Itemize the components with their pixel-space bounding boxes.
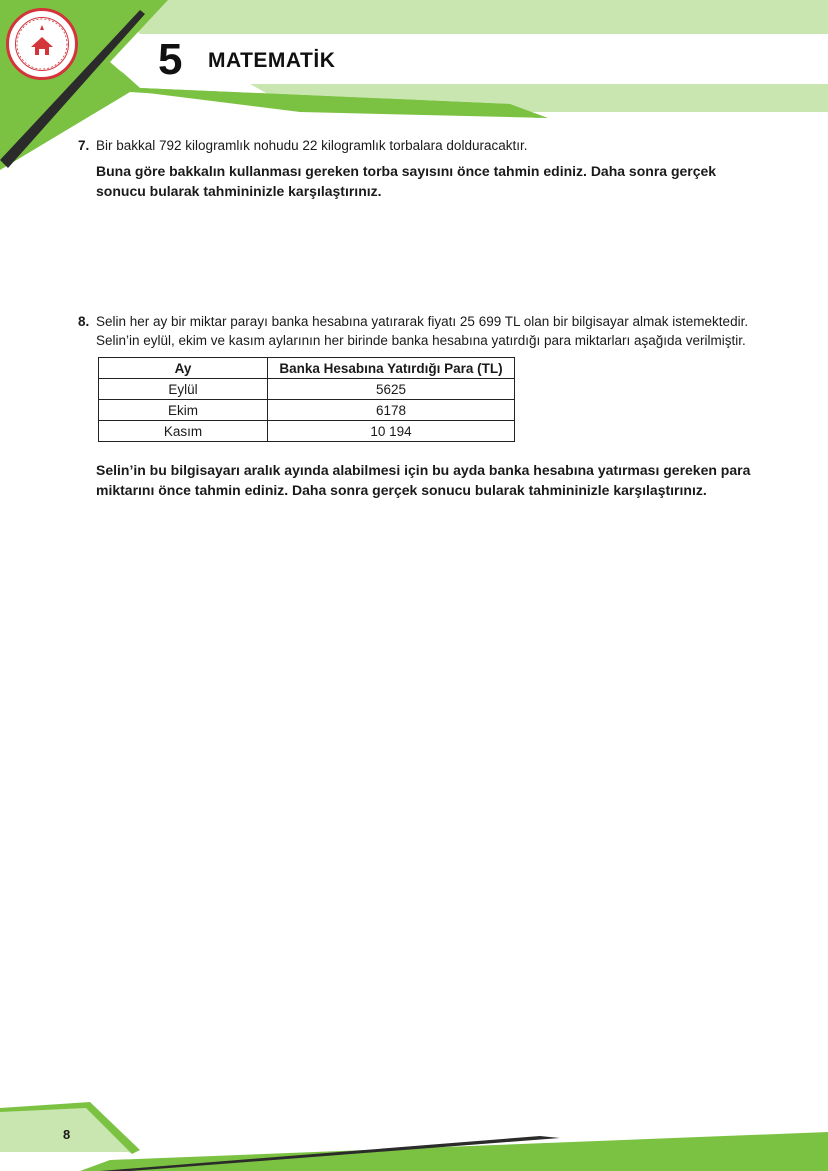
table-cell-month: Kasım <box>99 421 268 442</box>
page-number: 8 <box>63 1127 71 1142</box>
table-header-row <box>99 358 515 379</box>
grade-number: 5 <box>158 35 183 84</box>
question-number: 7. <box>78 138 90 153</box>
question-prompt: Selin’in bu bilgisayarı aralık ayında alabilmesi için bu ayda banka hesabına yatırması gereken para miktarını önce tahmin ediniz. Daha sonra gerçek sonucu bularak tahmininizle karşılaştırınız. <box>96 462 751 498</box>
table-cell-amount: 6178 <box>268 400 515 421</box>
table-cell-month: Ekim <box>99 400 268 421</box>
question-text: Selin her ay bir miktar parayı banka hesabına yatırarak fiyatı 25 699 TL olan bir bilgisayar almak istemektedir. Selin’in eylül, ekim ve kasım aylarının her birinde banka hesabına yatırdığı para miktarları aşağıda verilmiştir. <box>96 314 749 348</box>
table-row <box>99 379 515 400</box>
question-number: 8. <box>78 314 90 329</box>
deposit-table <box>98 357 515 442</box>
table-row <box>99 421 515 442</box>
question-prompt: Buna göre bakkalın kullanması gereken torba sayısını önce tahmin ediniz. Daha sonra gerçek sonucu bularak tahmininizle karşılaştırınız. <box>96 163 717 199</box>
question-text: Bir bakkal 792 kilogramlık nohudu 22 kilogramlık torbalara dolduracaktır. <box>96 138 528 153</box>
table-cell-amount: 10 194 <box>268 421 515 442</box>
column-header-amount: Banka Hesabına Yatırdığı Para (TL) <box>268 358 515 379</box>
table-cell-month: Eylül <box>99 379 268 400</box>
subject-title: MATEMATİK <box>208 49 336 72</box>
table-row <box>99 400 515 421</box>
ministry-seal-icon <box>6 8 78 80</box>
column-header-month: Ay <box>99 358 268 379</box>
table-cell-amount: 5625 <box>268 379 515 400</box>
footer-decoration <box>0 1090 828 1171</box>
